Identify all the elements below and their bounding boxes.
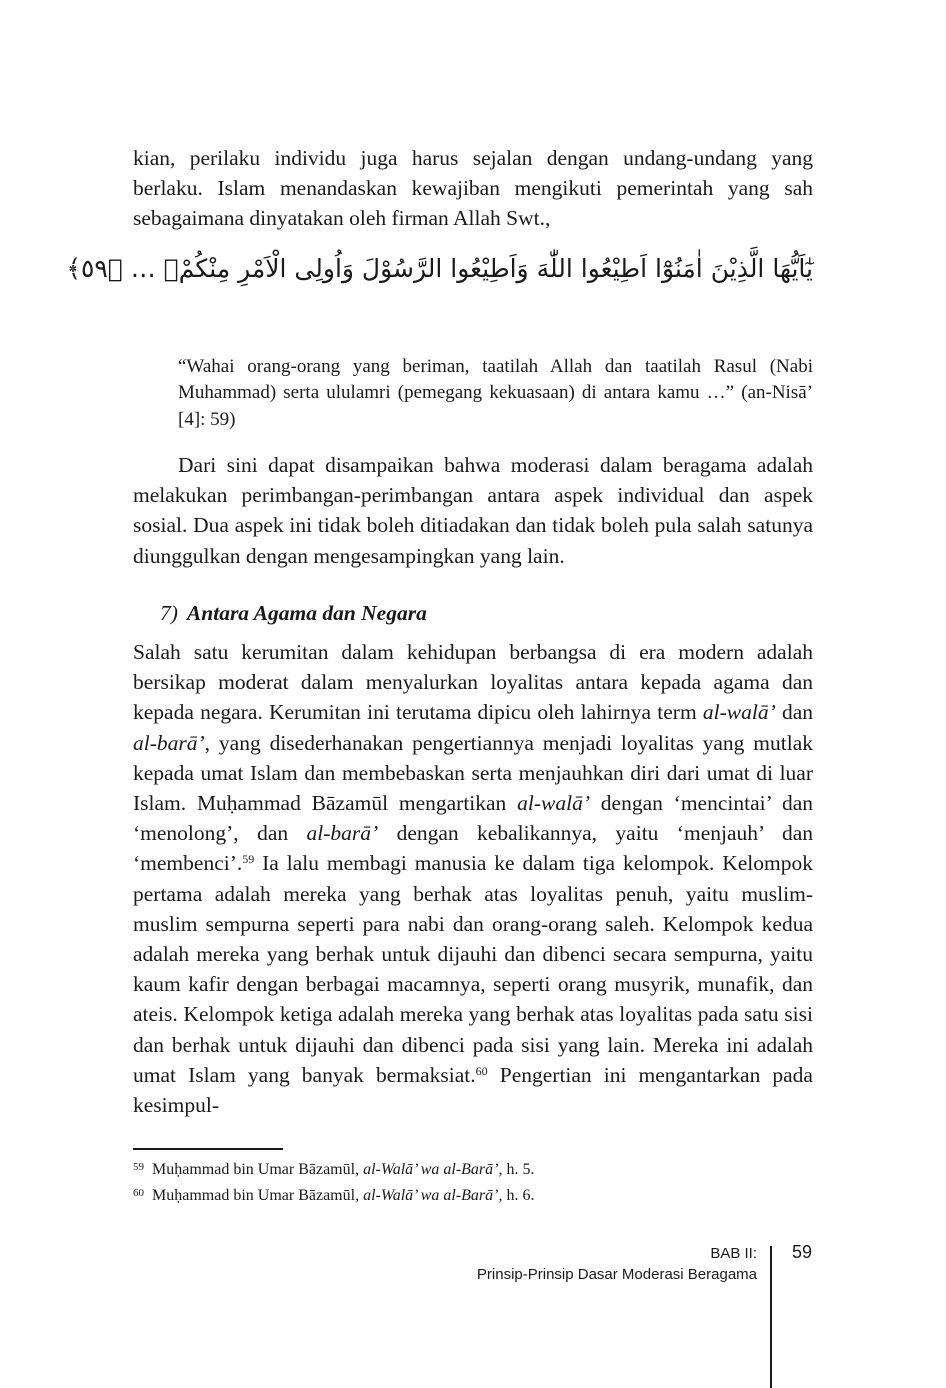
term-italic: al-barā’	[306, 821, 379, 846]
footnote-page: h. 6.	[502, 1186, 535, 1204]
chapter-label: BAB II:	[710, 1245, 757, 1262]
text-segment: dengan kebalikannya, yaitu ‘menjauh’ dan ‘membenci’.	[133, 821, 813, 876]
text-segment: , yang disederhanakan pengertiannya menjadi loyalitas yang mutlak kepada umat Islam dan membebaskan serta menjauhkan diri dari umat di luar Islam. Muḥammad Bāzamūl mengartikan	[133, 730, 813, 816]
quran-verse-arabic: يٰٓاَيُّهَا الَّذِيْنَ اٰمَنُوْٓا اَطِيْعُوا اللّٰهَ وَاَطِيْعُوا الرَّسُوْلَ وَاُولِى الْاَمْرِ مِنْكُمْۚ … ﴿٥٩﴾	[66, 254, 813, 283]
text-segment: dan	[775, 700, 814, 725]
text-segment: Pengertian ini mengantarkan pada kesimpul-	[133, 1062, 813, 1118]
running-footer	[477, 1243, 757, 1285]
paragraph-3	[133, 637, 813, 1120]
term-italic: al-walā’	[702, 700, 776, 725]
page-number: 59	[792, 1242, 813, 1262]
footnote-author: Muḥammad bin Umar Bāzamūl,	[152, 1186, 364, 1204]
section-title: Antara Agama dan Negara	[186, 601, 427, 625]
footnote-page: h. 5.	[502, 1161, 535, 1178]
footnotes	[133, 1156, 813, 1207]
footnote-item	[133, 1156, 813, 1182]
footnote-number: 59	[133, 1161, 144, 1173]
footer-divider	[770, 1246, 772, 1388]
paragraph-1: kian, perilaku individu juga harus sejalan dengan undang-undang yang berlaku. Islam menandaskan kewajiban mengikuti pemerintah yang sah sebagaimana dinyatakan oleh firman Allah Swt.,	[133, 146, 813, 231]
verse-translation: “Wahai orang-orang yang beriman, taatilah Allah dan taatilah Rasul (Nabi Muhammad) serta ululamri (pemegang kekuasaan) di antara kamu …” (an-Nisā’ [4]: 59)	[178, 356, 813, 430]
section-number: 7)	[160, 601, 178, 625]
footnote-reference[interactable]: 60	[475, 1063, 488, 1078]
paragraph-2: Dari sini dapat disampaikan bahwa moderasi dalam beragama adalah melakukan perimbangan-perimbangan antara aspek individual dan aspek sosial. Dua aspek ini tidak boleh ditiadakan dan tidak boleh pula salah satunya diunggulkan dengan mengesampingkan yang lain.	[133, 453, 813, 568]
text-segment: Ia lalu membagi manusia ke dalam tiga kelompok. Kelompok pertama adalah mereka yang berhak atas loyalitas penuh, yaitu muslim-muslim sempurna seperti para nabi dan orang-orang saleh. Kelompok kedua adalah mereka yang berhak untuk dijauhi dan dibenci secara sempurna, yaitu kaum kafir dengan berbagai macamnya, seperti orang musyrik, munafik, dan ateis. Kelompok ketiga adalah mereka yang berhak atas loyalitas pada satu sisi dan berhak untuk dijauhi dan dibenci pada sisi yang lain. Mereka ini adalah umat Islam yang banyak bermaksiat.	[133, 851, 813, 1087]
footnote-title: al-Walā’ wa al-Barā’,	[363, 1161, 503, 1178]
term-italic: al-barā’	[133, 730, 205, 755]
footnote-author: Muḥammad bin Umar Bāzamūl,	[152, 1161, 364, 1178]
footnote-divider	[133, 1148, 283, 1150]
section-heading	[160, 598, 427, 628]
text-segment: dengan ‘mencintai’ dan ‘menolong’, dan	[133, 791, 814, 846]
chapter-title: Prinsip-Prinsip Dasar Moderasi Beragama	[476, 1266, 757, 1283]
footnote-item	[133, 1182, 813, 1208]
footnote-reference[interactable]: 59	[242, 852, 255, 867]
footnote-title: al-Walā’ wa al-Barā’,	[363, 1186, 503, 1204]
text-segment: Salah satu kerumitan dalam kehidupan berbangsa di era modern adalah bersikap moderat dalam menyalurkan loyalitas antara kepada agama dan kepada negara. Kerumitan ini terutama dipicu oleh lahirnya term	[133, 640, 813, 725]
footnote-number: 60	[133, 1186, 144, 1199]
term-italic: al-walā’	[517, 791, 590, 816]
